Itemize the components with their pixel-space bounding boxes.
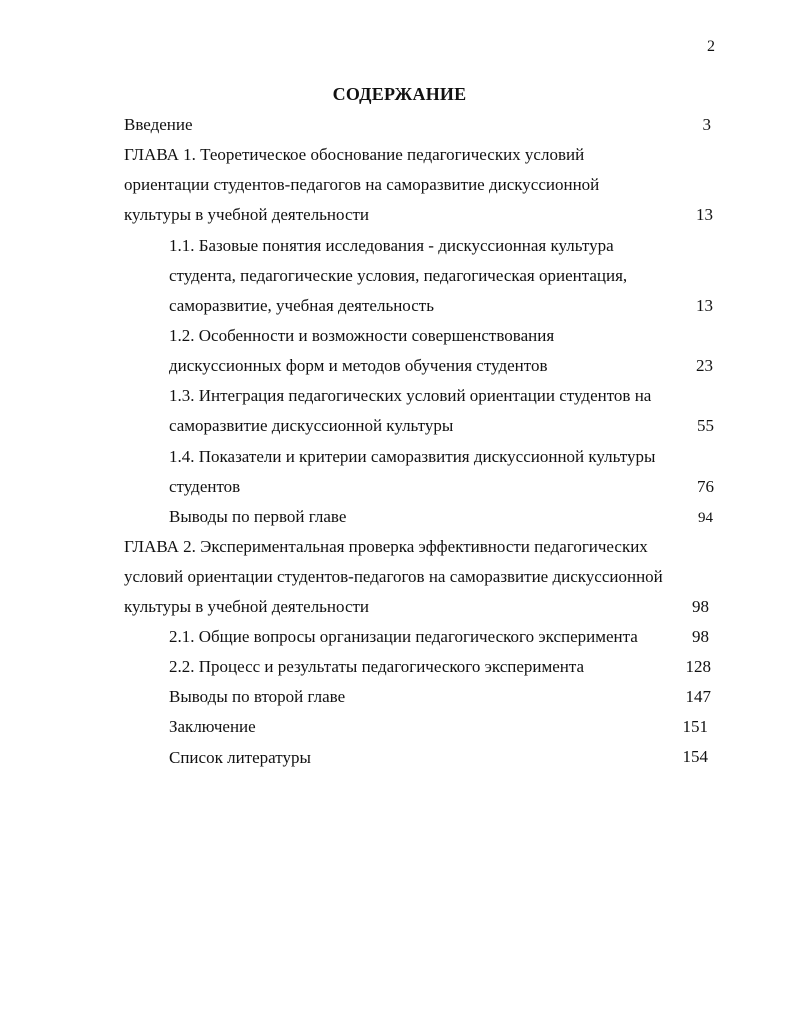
toc-entry-conclusions-1: Выводы по первой главе: [169, 507, 347, 526]
toc-page-conclusions-1: 94: [698, 510, 713, 526]
toc-entry-1-3: 1.3. Интеграция педагогических условий ориентации студентов на: [169, 386, 652, 405]
toc-entry-1-2-line-2: дискуссионных форм и методов обучения студентов: [169, 356, 548, 375]
toc-entry-2-1: 2.1. Общие вопросы организации педагогического эксперимента: [169, 627, 638, 646]
toc-page-final-conclusion: 151: [682, 717, 708, 736]
toc-entry-chapter-1: ГЛАВА 1. Теоретическое обоснование педагогических условий: [124, 145, 585, 164]
toc-entry-1-4: 1.4. Показатели и критерии саморазвития дискуссионной культуры: [169, 447, 656, 466]
toc-page-conclusions-2: 147: [685, 687, 711, 706]
toc-entry-2-2: 2.2. Процесс и результаты педагогического эксперимента: [169, 657, 585, 676]
page-title: СОДЕРЖАНИЕ: [332, 84, 467, 104]
toc-entry-1-3-line-2: саморазвитие дискуссионной культуры: [169, 416, 454, 435]
toc-page-2-2: 128: [685, 657, 711, 676]
toc-page-1-4: 76: [697, 477, 714, 496]
toc-page-chapter-2: 98: [692, 597, 709, 616]
toc-entry-1-4-line-2: студентов: [169, 477, 241, 496]
toc-entry-1-1-line-2: студента, педагогические условия, педагогическая ориентация,: [169, 266, 628, 285]
toc-entry-1-1: 1.1. Базовые понятия исследования - дискуссионная культура: [169, 236, 614, 255]
toc-entry-chapter-1-line-3: культуры в учебной деятельности: [124, 205, 370, 224]
toc-entry-1-1-line-3: саморазвитие, учебная деятельность: [169, 296, 434, 315]
toc-entry-final-conclusion: Заключение: [169, 717, 256, 736]
toc-page-1-3: 55: [697, 416, 714, 435]
toc-entry-chapter-2-line-3: культуры в учебной деятельности: [124, 597, 370, 616]
toc-page-1-1: 13: [696, 296, 713, 315]
toc-entry-conclusions-2: Выводы по второй главе: [169, 687, 346, 706]
toc-entry-introduction: Введение: [124, 115, 193, 134]
toc-page-references: 154: [682, 747, 708, 766]
toc-entry-chapter-2-line-2: условий ориентации студентов-педагогов на саморазвитие дискуссионной: [124, 567, 663, 586]
toc-entry-1-2: 1.2. Особенности и возможности совершенствования: [169, 326, 555, 345]
page-number: 2: [707, 38, 715, 55]
toc-page-2-1: 98: [692, 627, 709, 646]
toc-entry-chapter-1-line-2: ориентации студентов-педагогов на саморазвитие дискуссионной: [124, 175, 600, 194]
toc-page-chapter-1: 13: [696, 205, 713, 224]
toc-page-introduction: 3: [702, 115, 711, 134]
toc-entry-references: Список литературы: [169, 748, 311, 767]
toc-page-1-2: 23: [696, 356, 713, 375]
toc-entry-chapter-2: ГЛАВА 2. Экспериментальная проверка эффективности педагогических: [124, 537, 648, 556]
